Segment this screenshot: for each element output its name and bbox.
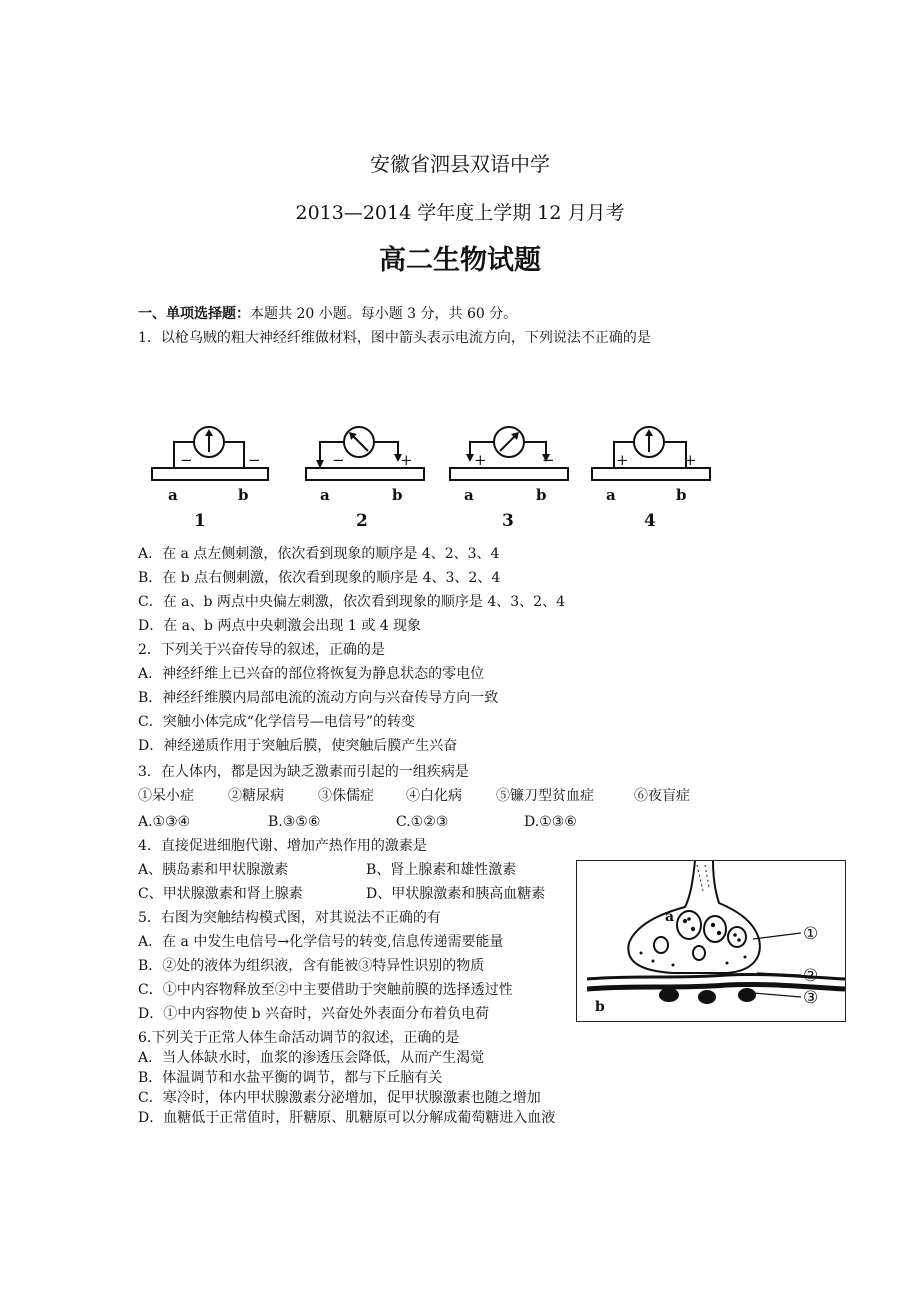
- q5-synapse-figure: [576, 860, 846, 1022]
- school-name: 安徽省泗县双语中学: [370, 152, 550, 176]
- q2-option-d: D．神经递质作用于突触后膜，使突触后膜产生兴奋: [138, 738, 458, 754]
- q5-figure-a-label: a: [665, 909, 675, 925]
- q3-option-d: D.①③⑥: [524, 814, 577, 830]
- q1-panel-2-right-sign: +: [400, 451, 413, 469]
- q1-panel-3-b: b: [536, 486, 547, 504]
- q6-option-c: C．寒冷时，体内甲状腺激素分泌增加，促甲状腺激素也随之增加: [138, 1090, 541, 1106]
- q4-option-c: C、甲状腺激素和肾上腺素: [138, 886, 303, 902]
- q1-panel-2-left-sign: −: [332, 451, 345, 469]
- q6-option-a: A．当人体缺水时，血浆的渗透压会降低，从而产生渴觉: [138, 1050, 485, 1066]
- q5-stem: 5．右图为突触结构模式图，对其说法不正确的有: [138, 910, 441, 926]
- section-heading: [138, 304, 517, 324]
- q4-option-b: B、肾上腺素和雄性激素: [366, 862, 517, 878]
- q1-option-d: D．在 a、b 两点中央刺激会出现 1 或 4 现象: [138, 618, 422, 634]
- q3-item-4: ④白化病: [406, 788, 462, 804]
- exam-term: 2013—2014 学年度上学期 12 月月考: [295, 202, 625, 224]
- q1-panel-3-num: 3: [502, 511, 514, 531]
- q3-option-a: A.①③④: [138, 814, 191, 830]
- q3-item-1: ①呆小症: [138, 788, 194, 804]
- q1-panel-1-left-sign: −: [180, 451, 193, 469]
- q1-panel-4-left-sign: +: [616, 451, 629, 469]
- q5-option-b: B．②处的液体为组织液，含有能被③特异性识别的物质: [138, 958, 485, 974]
- q1-panel-3-right-sign: −: [542, 451, 555, 469]
- q4-stem: 4．直接促进细胞代谢、增加产热作用的激素是: [138, 838, 427, 854]
- q1-panel-2-b: b: [392, 486, 403, 504]
- q5-option-c: C．①中内容物释放至②中主要借助于突触前膜的选择透过性: [138, 982, 513, 998]
- q3-option-b: B.③⑤⑥: [268, 814, 321, 830]
- exam-title: 高二生物试题: [379, 245, 541, 276]
- q1-panel-1-b: b: [238, 486, 249, 504]
- q2-option-b: B．神经纤维膜内局部电流的流动方向与兴奋传导方向一致: [138, 690, 499, 706]
- q5-figure-b-label: b: [595, 999, 605, 1015]
- q2-option-a: A．神经纤维上已兴奋的部位将恢复为静息状态的零电位: [138, 666, 485, 682]
- q5-option-a: A．在 a 中发生电信号→化学信号的转变,信息传递需要能量: [138, 934, 504, 950]
- q3-option-c: C.①②③: [396, 814, 449, 830]
- q1-panel-3: [450, 427, 568, 531]
- q1-panel-2: [306, 427, 424, 531]
- q5-figure-label-3: ③: [803, 988, 819, 1008]
- q1-option-a: A．在 a 点左侧刺激，依次看到现象的顺序是 4、2、3、4: [138, 546, 500, 562]
- q3-item-2: ②糖尿病: [228, 788, 284, 804]
- q5-option-d: D．①中内容物使 b 兴奋时，兴奋处外表面分布着负电荷: [138, 1006, 490, 1022]
- section-desc: 本题共 20 小题。每小题 3 分，共 60 分。: [250, 306, 518, 322]
- q5-figure-label-1: ①: [803, 924, 819, 944]
- q1-panel-2-a: a: [320, 486, 330, 504]
- section-label: 一、单项选择题：: [138, 306, 250, 322]
- q3-item-6: ⑥夜盲症: [634, 788, 690, 804]
- q6-option-d: D．血糖低于正常值时，肝糖原、肌糖原可以分解成葡萄糖进入血液: [138, 1110, 556, 1126]
- q1-option-b: B．在 b 点右侧刺激，依次看到现象的顺序是 4、3、2、4: [138, 570, 501, 586]
- q5-figure-label-2: ②: [803, 966, 819, 986]
- q2-option-c: C．突触小体完成“化学信号—电信号”的转变: [138, 714, 416, 730]
- q1-panel-4-right-sign: +: [684, 451, 697, 469]
- q2-stem: 2．下列关于兴奋传导的叙述，正确的是: [138, 642, 385, 658]
- q3-item-3: ③侏儒症: [318, 788, 374, 804]
- q3-item-5: ⑤镰刀型贫血症: [496, 788, 594, 804]
- q1-panel-1-num: 1: [194, 511, 206, 531]
- q3-stem: 3．在人体内，都是因为缺乏激素而引起的一组疾病是: [138, 764, 469, 780]
- q1-panel-4-num: 4: [644, 511, 656, 531]
- q6-option-b: B．体温调节和水盐平衡的调节，都与下丘脑有关: [138, 1070, 443, 1086]
- q1-panel-4-b: b: [676, 486, 687, 504]
- q1-panel-3-a: a: [464, 486, 474, 504]
- q1-panel-2-num: 2: [356, 511, 368, 531]
- q1-option-c: C．在 a、b 两点中央偏左刺激，依次看到现象的顺序是 4、3、2、4: [138, 594, 565, 610]
- q6-stem: 6.下列关于正常人体生命活动调节的叙述，正确的是: [138, 1030, 460, 1046]
- q1-panel-1-a: a: [168, 486, 178, 504]
- q1-panel-4: [592, 427, 710, 531]
- q4-option-a: A、胰岛素和甲状腺激素: [138, 862, 289, 878]
- q1-panel-1: [152, 427, 268, 531]
- q1-galvanometer-figure: [138, 408, 728, 538]
- q1-panel-1-right-sign: −: [248, 451, 261, 469]
- q1-stem: 1．以枪乌贼的粗大神经纤维做材料，图中箭头表示电流方向，下列说法不正确的是: [138, 330, 651, 346]
- q4-option-d: D、甲状腺激素和胰高血糖素: [366, 886, 546, 902]
- q1-panel-3-left-sign: +: [474, 451, 487, 469]
- q1-panel-4-a: a: [606, 486, 616, 504]
